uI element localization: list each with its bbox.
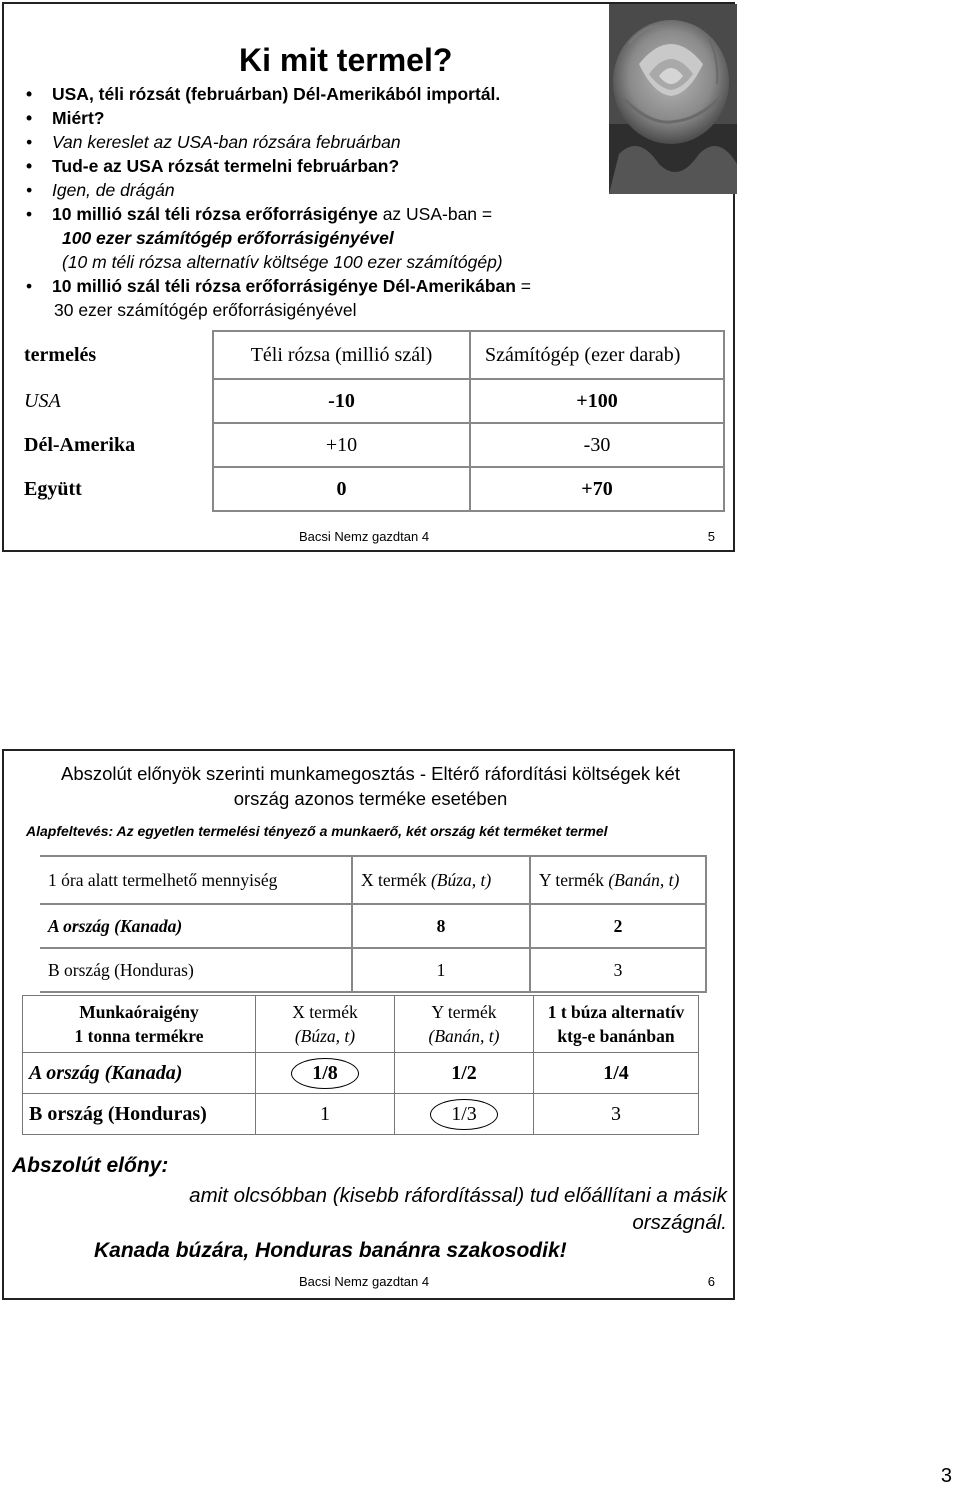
table-row: [40, 948, 706, 992]
page-number: 3: [940, 1465, 952, 1487]
header-line: ktg-e banánban: [557, 1026, 675, 1046]
bullet-item: • Tud-e az USA rózsát termelni februárban?: [24, 154, 624, 178]
table-cell: 3: [534, 1094, 699, 1135]
table-cell: 3: [530, 948, 706, 992]
table-header: [352, 856, 530, 904]
row-label: A ország (Kanada): [40, 904, 352, 948]
slide-number: 6: [707, 1274, 715, 1289]
heading-line: ország azonos terméke esetében: [233, 788, 508, 809]
rose-photo: [609, 4, 737, 194]
heading-line: Abszolút előnyök szerinti munkamegosztás - Eltérő ráfordítási költségek két: [60, 763, 680, 784]
table-cell: 1/2: [395, 1053, 534, 1094]
row-label: Dél-Amerika: [14, 423, 213, 467]
table-header: [534, 996, 699, 1053]
bullet-text: =: [515, 276, 532, 296]
conclusion-text: Kanada búzára, Honduras banánra szakosodik!: [94, 1239, 567, 1262]
bullet-bold-text: 10 millió szál téli rózsa erőforrásigénye Dél-Amerikában: [52, 276, 516, 296]
table-cell: 1/4: [534, 1053, 699, 1094]
table-cell: 8: [352, 904, 530, 948]
table-cell: -30: [470, 423, 724, 467]
header-line: 1 tonna termékre: [74, 1026, 204, 1046]
table-header: [530, 856, 706, 904]
header-unit: (Búza, t): [430, 869, 492, 890]
table-header: Téli rózsa (millió szál): [213, 331, 470, 379]
row-label: A ország (Kanada): [23, 1053, 256, 1094]
definition-title: Abszolút előny:: [12, 1154, 169, 1177]
bullet-text: az USA-ban =: [377, 204, 493, 224]
table-header: [23, 996, 256, 1053]
table-cell: 2: [530, 904, 706, 948]
row-label: B ország (Honduras): [40, 948, 352, 992]
slide-title: Ki mit termel?: [239, 42, 453, 78]
row-label: USA: [14, 379, 213, 423]
header-text: X termék: [361, 869, 431, 890]
table-cell: 1: [256, 1094, 395, 1135]
bullet-item: • Igen, de drágán: [24, 178, 624, 202]
table-header: 1 óra alatt termelhető mennyiség: [40, 856, 352, 904]
table-row: [23, 1094, 699, 1135]
table-cell: [256, 1053, 395, 1094]
definition-line: amit olcsóbban (kisebb ráfordítással) tud előállítani a másik: [189, 1184, 727, 1207]
table-row: [23, 1053, 699, 1094]
definition-line: országnál.: [632, 1211, 727, 1234]
header-line: 1 t búza alternatív: [547, 1002, 685, 1022]
labor-requirement-table: [22, 995, 699, 1135]
table-row: [14, 379, 724, 423]
slide-footer: Bacsi Nemz gazdtan 4: [299, 1274, 430, 1289]
row-label: B ország (Honduras): [23, 1094, 256, 1135]
sub-line: (10 m téli rózsa alternatív költsége 100 ezer számítógép): [62, 252, 503, 272]
assumption-text: Alapfeltevés: Az egyetlen termelési tényező a munkaerő, két ország két terméket termel: [26, 823, 608, 839]
bullet-bold-text: 10 millió szál téli rózsa erőforrásigénye: [52, 204, 378, 224]
slide-6: [2, 749, 735, 1300]
table-cell: +70: [470, 467, 724, 511]
table-header: [395, 996, 534, 1053]
slide-number: 5: [707, 529, 715, 544]
output-per-hour-table: [40, 855, 707, 993]
circled-value: 1/8: [291, 1058, 359, 1089]
table-row: [40, 904, 706, 948]
slide-heading: [4, 761, 737, 811]
production-table: [14, 330, 725, 512]
table-cell: 0: [213, 467, 470, 511]
bullet-list: [24, 82, 624, 322]
sub-line: 30 ezer számítógép erőforrásigényével: [54, 300, 357, 320]
table-header: termelés: [14, 331, 213, 379]
bullet-item: [24, 274, 624, 298]
bullet-item: [24, 202, 624, 226]
sub-line: 100 ezer számítógép erőforrásigényével: [62, 228, 394, 248]
header-line: Y termék: [431, 1002, 497, 1022]
header-text: Y termék: [539, 869, 609, 890]
table-cell: [395, 1094, 534, 1135]
table-row: [14, 423, 724, 467]
header-line: Munkaóraigény: [79, 1002, 199, 1022]
table-header: [256, 996, 395, 1053]
bullet-item: • Miért?: [24, 106, 624, 130]
table-cell: +100: [470, 379, 724, 423]
circled-value: 1/3: [430, 1099, 498, 1130]
header-unit: (Banán, t): [608, 869, 680, 890]
table-cell: +10: [213, 423, 470, 467]
slide-footer: Bacsi Nemz gazdtan 4: [299, 529, 430, 544]
header-line: X termék: [292, 1002, 358, 1022]
table-cell: 1: [352, 948, 530, 992]
row-label: Együtt: [14, 467, 213, 511]
definition-text: [89, 1182, 727, 1236]
slide-5: [2, 2, 735, 552]
header-line: (Banán, t): [428, 1026, 500, 1046]
table-row: [14, 467, 724, 511]
bullet-item: • Van kereslet az USA-ban rózsára februárban: [24, 130, 624, 154]
bullet-item: • USA, téli rózsát (februárban) Dél-Amerikából importál.: [24, 82, 624, 106]
table-cell: -10: [213, 379, 470, 423]
table-header: Számítógép (ezer darab): [470, 331, 724, 379]
header-line: (Búza, t): [294, 1026, 356, 1046]
